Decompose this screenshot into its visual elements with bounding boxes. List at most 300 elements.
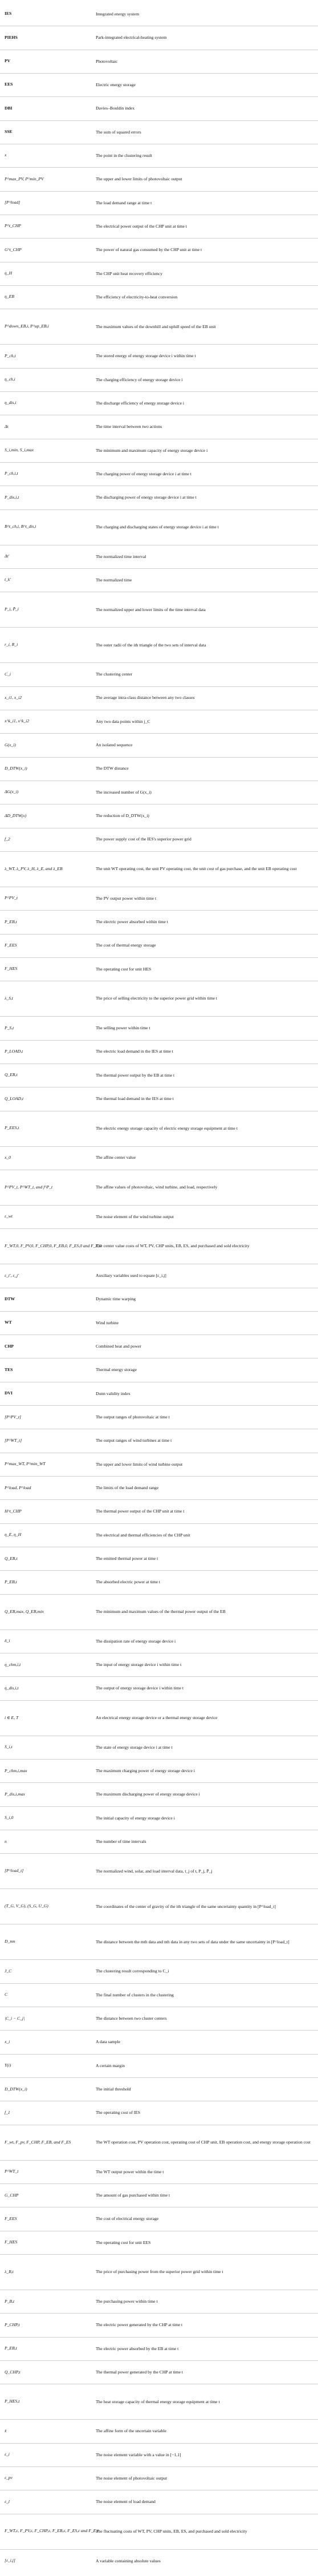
nomenclature-symbol: DVI [5, 1390, 13, 1396]
nomenclature-symbol: TES [5, 1366, 13, 1372]
nomenclature-definition: The price of purchasing power from the superior power grid within time t [96, 2269, 223, 2275]
nomenclature-definition: The limits of the load demand range [96, 1485, 159, 1491]
nomenclature-definition: The thermal power output of the CHP unit at time t [96, 1509, 185, 1514]
nomenclature-row [0, 2160, 318, 2183]
nomenclature-definition: The charging and discharging states of energy storage device i at time t [96, 524, 219, 529]
nomenclature-definition: The noise element variable with a value in [−1,1] [96, 2452, 181, 2457]
nomenclature-definition: The output ranges of photovoltaic at time t [96, 1414, 170, 1420]
nomenclature-definition: An electrical energy storage device or a thermal energy storage device [96, 1715, 218, 1721]
nomenclature-symbol: PV [5, 58, 11, 64]
nomenclature-definition: Wind turbine [96, 1320, 119, 1325]
nomenclature-row [0, 981, 318, 1016]
nomenclature-row [0, 1629, 318, 1653]
nomenclature-definition: The PV output power within time t [96, 895, 157, 901]
nomenclature-row [0, 1205, 318, 1228]
nomenclature-definition: Thermal energy storage [96, 1367, 137, 1373]
nomenclature-symbol: F_EES [5, 943, 17, 948]
nomenclature-row [0, 1759, 318, 1782]
nomenclature-symbol: P_ch,i,t [5, 471, 18, 476]
nomenclature-definition: Electric energy storage [96, 82, 136, 87]
nomenclature-symbol: x_i [5, 2039, 10, 2044]
nomenclature-definition: The point in the clustering result [96, 152, 152, 158]
nomenclature-symbol: C [5, 1992, 8, 1997]
nomenclature-definition: The maximum discharging power of energy storage device i [96, 1792, 200, 1797]
nomenclature-definition: A certain margin [96, 2063, 125, 2068]
nomenclature-row [0, 73, 318, 96]
nomenclature-symbol: P^max_WT, P^min_WT [5, 1461, 46, 1467]
nomenclature-row [0, 26, 318, 49]
nomenclature-row [0, 2419, 318, 2442]
nomenclature-symbol: P^WT_t [5, 2169, 19, 2174]
nomenclature-row [0, 934, 318, 957]
nomenclature-symbol: P_B,t [5, 2298, 15, 2304]
nomenclature-row [0, 1040, 318, 1063]
nomenclature-definition: The upper and lower limits of wind turbine output [96, 1461, 183, 1467]
nomenclature-symbol: P_LOAD,t [5, 1049, 23, 1054]
nomenclature-row [0, 2384, 318, 2419]
nomenclature-row [0, 1983, 318, 2007]
nomenclature-symbol: η_dis,i,t [5, 1685, 19, 1691]
nomenclature-definition: The upper and lower limits of photovoltaic output [96, 176, 182, 182]
nomenclature-definition: The efficiency of electricity-to-heat conversion [96, 294, 178, 300]
nomenclature-row [0, 1676, 318, 1700]
nomenclature-symbol: x_0 [5, 1155, 11, 1160]
nomenclature-row [0, 2231, 318, 2254]
nomenclature-symbol: t_k' [5, 577, 11, 583]
nomenclature-row [0, 144, 318, 167]
nomenclature-row [0, 1288, 318, 1311]
nomenclature-definition: The clustering result corresponding to C_i [96, 1968, 169, 1974]
nomenclature-row [0, 2054, 318, 2077]
nomenclature-definition: The thermal load demand in the IES at time t [96, 1096, 174, 1102]
nomenclature-row [0, 2030, 318, 2053]
nomenclature-row [0, 1016, 318, 1040]
nomenclature-row [0, 828, 318, 851]
nomenclature-definition: The dissipation rate of energy storage device i [96, 1638, 176, 1644]
nomenclature-row [0, 1405, 318, 1429]
nomenclature-symbol: P_CHP,t [5, 2322, 20, 2327]
nomenclature-row [0, 2207, 318, 2230]
nomenclature-symbol: x̂ [5, 2428, 7, 2433]
nomenclature-definition: Park-integrated electrical-heating system [96, 35, 167, 41]
nomenclature-row [0, 96, 318, 120]
nomenclature-definition: The CHP unit heat recovery efficiency [96, 270, 163, 276]
nomenclature-row [0, 462, 318, 486]
nomenclature-symbol: [P^load_t] [5, 1868, 24, 1874]
nomenclature-row [0, 1476, 318, 1499]
nomenclature-symbol: Q_EB,t [5, 1555, 18, 1561]
nomenclature-definition: The power of natural gas consumed by the CHP unit at time t [96, 247, 202, 253]
nomenclature-definition: The sum of squared errors [96, 129, 141, 135]
nomenclature-definition: The maximum values of the downhill and uphill speed of the EB unit [96, 323, 216, 329]
nomenclature-symbol: H^t_CHP [5, 1508, 22, 1514]
nomenclature-definition: The operating cost for unit HES [96, 966, 152, 972]
nomenclature-row [0, 957, 318, 981]
nomenclature-row [0, 757, 318, 781]
nomenclature-row [0, 1924, 318, 1959]
nomenclature-definition: An isolated sequence [96, 742, 133, 748]
nomenclature-definition: The initial threshold [96, 2086, 131, 2092]
nomenclature-row [0, 1146, 318, 1170]
nomenclature-row [0, 1570, 318, 1594]
nomenclature-symbol: DTW [5, 1296, 15, 1301]
nomenclature-symbol: F_WT,ε, F_PV,ε, F_CHP,ε, F_EB,ε, F_ES,ε and F_E,ε [5, 2528, 99, 2534]
nomenclature-row [0, 545, 318, 568]
nomenclature-symbol: f_1 [5, 2109, 10, 2115]
nomenclature-symbol: |C_i − C_j| [5, 2015, 25, 2021]
nomenclature-symbol: F_wt, F_pv, F_CHP, F_EB, and F_ES [5, 2139, 71, 2145]
nomenclature-symbol: ε_l [5, 2498, 10, 2504]
nomenclature-symbol: ε_i', ε_j' [5, 1272, 19, 1278]
nomenclature-definition: The amount of gas purchased within time t [96, 2192, 170, 2198]
nomenclature-definition: The normalized wind, solar, and load interval data, t_j of t, P_j, P̄_j [96, 1868, 213, 1874]
nomenclature-definition: The purchasing power within time t [96, 2298, 158, 2304]
nomenclature-row [0, 1087, 318, 1110]
nomenclature-definition: The number of time intervals [96, 1839, 146, 1844]
nomenclature-row [0, 1358, 318, 1381]
nomenclature-row [0, 1853, 318, 1888]
nomenclature-definition: The discharge efficiency of energy storage device i [96, 400, 184, 406]
nomenclature-symbol: S_i,0 [5, 1815, 14, 1821]
nomenclature-symbol: D_mn [5, 1939, 15, 1944]
nomenclature-symbol: SSE [5, 129, 13, 135]
nomenclature-definition: The operating cost for unit EES [96, 2239, 151, 2245]
nomenclature-definition: The electrical power output of the CHP unit at time t [96, 223, 187, 229]
nomenclature-symbol: x_i1, x_i2 [5, 695, 22, 701]
nomenclature-symbol: F_HES [5, 966, 18, 972]
nomenclature-definition: The electrical and thermal efficiencies of the CHP unit [96, 1532, 190, 1538]
nomenclature-definition: Dynamic time warping [96, 1296, 136, 1302]
nomenclature-symbol: f_2 [5, 836, 10, 842]
nomenclature-symbol: η_chm,i,t [5, 1661, 21, 1667]
nomenclature-symbol: r_i, R_i [5, 642, 18, 648]
nomenclature-definition: The output of energy storage device i within time t [96, 1685, 184, 1691]
nomenclature-row [0, 1334, 318, 1358]
nomenclature-row [0, 120, 318, 144]
nomenclature-row [0, 391, 318, 415]
nomenclature-symbol: x^k_i1, x^k_i2 [5, 718, 30, 724]
nomenclature-definition: The reduction of D_DTW(x_i) [96, 813, 149, 819]
nomenclature-row [0, 191, 318, 215]
nomenclature-symbol: F_WT,0, F_PV,0, F_CHP,0, F_EB,0, F_ES,0 and F_E,0 [5, 1243, 102, 1248]
nomenclature-definition: The clustering center [96, 672, 133, 677]
nomenclature-row [0, 439, 318, 462]
nomenclature-row [0, 2290, 318, 2313]
nomenclature-definition: The WT operation cost, PV operation cost, operating cost of CHP unit, EB operation cost, and energy storage operation cost [96, 2139, 311, 2145]
nomenclature-definition: The increased number of G(x_i) [96, 789, 152, 795]
nomenclature-definition: The noise element of photovoltaic output [96, 2475, 168, 2481]
nomenclature-definition: The electric power absorbed within time t [96, 919, 168, 925]
nomenclature-definition: The fluctuating costs of WT, PV, CHP units, EB, ES, and purchased and sold electricity [96, 2528, 247, 2534]
nomenclature-definition: The emitted thermal power at time t [96, 1556, 158, 1562]
nomenclature-row [0, 2183, 318, 2207]
nomenclature-symbol: EES [5, 82, 13, 87]
nomenclature-symbol: P_dis,i,t [5, 494, 19, 500]
nomenclature-row [0, 1170, 318, 1205]
nomenclature-symbol: λ_B,t [5, 2268, 14, 2274]
nomenclature-symbol: Δt [5, 423, 9, 429]
nomenclature-row [0, 1111, 318, 1146]
nomenclature-definition: A data sample [96, 2039, 121, 2045]
nomenclature-definition: The minimum and maximum capacity of energy storage device i [96, 447, 208, 453]
nomenclature-row [0, 2, 318, 26]
nomenclature-definition: The load demand range at time t [96, 200, 152, 205]
nomenclature-definition: The maximum charging power of energy storage device i [96, 1768, 195, 1774]
nomenclature-definition: The price of selling electricity to the superior power grid within time t [96, 996, 217, 1001]
nomenclature-row [0, 2337, 318, 2360]
nomenclature-definition: The selling power within time t [96, 1025, 150, 1031]
nomenclature-row [0, 1228, 318, 1264]
nomenclature-symbol: F_HES [5, 2239, 18, 2245]
nomenclature-definition: The outer radii of the ith triangle of the two sets of interval data [96, 642, 206, 648]
nomenclature-row [0, 1653, 318, 1676]
nomenclature-definition: The thermal power output by the EB at time t [96, 1072, 175, 1078]
nomenclature-row [0, 285, 318, 309]
nomenclature-definition: The distance between two cluster centers [96, 2015, 167, 2021]
nomenclature-definition: The charging efficiency of energy storage device i [96, 377, 183, 382]
nomenclature-row [0, 1523, 318, 1547]
nomenclature-symbol: WT [5, 1320, 12, 1325]
nomenclature-row [0, 710, 318, 733]
nomenclature-definition: The coordinates of the center of gravity of the ith triangle of the same uncertainty quantity in [P^load_t] [96, 1903, 276, 1909]
nomenclature-symbol: S_i,t [5, 1744, 13, 1750]
nomenclature-row [0, 2549, 318, 2573]
nomenclature-row [0, 686, 318, 710]
nomenclature-symbol: P_dis,i,max [5, 1791, 25, 1797]
nomenclature-definition: The charging power of energy storage device i at time t [96, 471, 191, 476]
nomenclature-symbol: P^down_EB,i, P^up_EB,i [5, 323, 49, 329]
nomenclature-row [0, 1782, 318, 1806]
nomenclature-symbol: ε_pv [5, 2475, 13, 2481]
nomenclature-row [0, 2443, 318, 2466]
nomenclature-definition: The electric energy storage capacity of electric energy storage equipment at time t [96, 1125, 238, 1131]
nomenclature-row [0, 2254, 318, 2290]
nomenclature-definition: Davies–Bouldin index [96, 106, 135, 111]
nomenclature-symbol: (T_G, V_G), (S_G, U_G) [5, 1903, 48, 1909]
nomenclature-definition: The thermal power generated by the CHP at time t [96, 2369, 184, 2375]
nomenclature-definition: Auxiliary variables used to equate [ε_i,j] [96, 1273, 166, 1279]
nomenclature-symbol: P^PV_t [5, 895, 18, 901]
nomenclature-row [0, 733, 318, 757]
nomenclature-symbol: η_H [5, 270, 13, 276]
nomenclature-definition: The operating cost of IES [96, 2110, 141, 2116]
nomenclature-row [0, 415, 318, 438]
nomenclature-row [0, 1700, 318, 1736]
nomenclature-definition: The average intra-class distance between any two classes [96, 695, 195, 701]
nomenclature-row [0, 1959, 318, 1983]
nomenclature-definition: The time interval between two actions [96, 424, 162, 430]
nomenclature-symbol: Δt' [5, 553, 10, 559]
nomenclature-row [0, 1429, 318, 1452]
nomenclature-row [0, 486, 318, 509]
nomenclature-definition: The WT output power within the time t [96, 2169, 164, 2174]
nomenclature-row [0, 1264, 318, 1287]
nomenclature-row [0, 50, 318, 73]
nomenclature-row [0, 568, 318, 592]
nomenclature-symbol: n [5, 1838, 7, 1844]
nomenclature-symbol: P^t_CHP [5, 223, 21, 229]
nomenclature-symbol: J_C [5, 1968, 12, 1974]
nomenclature-definition: The electric power generated by the CHP at time t [96, 2322, 183, 2328]
nomenclature-symbol: P^PV_t, P^WT_t, and f^P_t [5, 1184, 53, 1190]
nomenclature-symbol: η_E, η_H [5, 1532, 22, 1538]
nomenclature-definition: The input of energy storage device i within time t [96, 1662, 182, 1668]
nomenclature-symbol: P_EB,t [5, 2346, 17, 2351]
nomenclature-symbol: ΔD_DTW(x) [5, 812, 27, 818]
nomenclature-row [0, 2101, 318, 2124]
nomenclature-definition: Any two data points within j_C [96, 718, 150, 724]
nomenclature-row [0, 2490, 318, 2513]
nomenclature-definition: The noise element of the wind turbine output [96, 1214, 174, 1219]
nomenclature-definition: Integrated energy system [96, 11, 140, 17]
nomenclature-symbol: Q_LOAD,t [5, 1095, 24, 1101]
nomenclature-symbol: λ_S,t [5, 996, 13, 1001]
nomenclature-definition: The discharging power of energy storage device i at time t [96, 495, 197, 500]
nomenclature-symbol: [P^PV_t] [5, 1414, 21, 1420]
nomenclature-symbol: η_dis,i [5, 400, 17, 406]
nomenclature-row [0, 1499, 318, 1523]
nomenclature-row [0, 1806, 318, 1830]
nomenclature-symbol: P_ch,t [5, 353, 16, 358]
nomenclature-row [0, 215, 318, 238]
nomenclature-definition: The initial capacity of energy storage device i [96, 1815, 175, 1821]
nomenclature-symbol: [ε_i,j] [5, 2558, 15, 2563]
nomenclature-symbol: P_EB,t [5, 1579, 17, 1584]
nomenclature-symbol: PIEHS [5, 34, 18, 40]
nomenclature-symbol: Q_CHP,t [5, 2369, 21, 2375]
nomenclature-symbol: G^t_CHP [5, 246, 22, 252]
nomenclature-definition: Dunn validity index [96, 1390, 131, 1396]
nomenclature-definition: The normalized time interval [96, 553, 146, 559]
nomenclature-definition: The affine values of photovoltaic, wind turbine, and load, respectively [96, 1184, 218, 1190]
nomenclature-definition: Photovoltaic [96, 58, 118, 64]
nomenclature-definition: Combined heat and power [96, 1344, 141, 1349]
nomenclature-row [0, 1311, 318, 1334]
nomenclature-definition: The center value costs of WT, PV, CHP units, EB, ES, and purchased and sold electricity [96, 1243, 250, 1249]
nomenclature-symbol: [P^WT_t] [5, 1437, 22, 1443]
nomenclature-row [0, 1594, 318, 1629]
nomenclature-row [0, 344, 318, 367]
nomenclature-row [0, 2007, 318, 2030]
nomenclature-definition: The cost of thermal energy storage [96, 943, 156, 948]
nomenclature-definition: The minimum and maximum values of the thermal power output of the EB [96, 1609, 226, 1615]
nomenclature-row [0, 1063, 318, 1087]
nomenclature-symbol: P^load, P^load [5, 1485, 31, 1490]
nomenclature-definition: The normalized upper and lower limits of the time interval data [96, 606, 206, 612]
nomenclature-row [0, 368, 318, 391]
nomenclature-symbol: [P^load] [5, 200, 21, 205]
nomenclature-symbol: ε_i [5, 2452, 10, 2457]
nomenclature-definition: The power supply cost of the IES's superior power grid [96, 836, 191, 842]
nomenclature-row [0, 910, 318, 933]
nomenclature-definition: The electric power absorbed by the EB at time t [96, 2346, 179, 2351]
nomenclature-definition: The final number of clusters in the clustering [96, 1992, 174, 1997]
nomenclature-symbol: P_i, P̄_i [5, 606, 19, 612]
nomenclature-symbol: D_DTW(x_i) [5, 2086, 27, 2092]
nomenclature-row [0, 781, 318, 804]
nomenclature-symbol: F_EES [5, 2215, 17, 2221]
nomenclature-definition: The affine form of the uncertain variable [96, 2428, 166, 2434]
nomenclature-symbol: G(x_i) [5, 742, 16, 747]
nomenclature-definition: The absorbed electric power at time t [96, 1579, 161, 1585]
nomenclature-symbol: IES [5, 11, 12, 17]
nomenclature-row [0, 2077, 318, 2101]
nomenclature-definition: The DTW distance [96, 766, 129, 771]
nomenclature-definition: The stored energy of energy storage device i within time t [96, 353, 196, 359]
nomenclature-row [0, 1382, 318, 1405]
nomenclature-definition: The unit WT operating cost, the unit PV operating cost, the unit cost of gas purchase, and the unit EB operating cost [96, 866, 297, 872]
nomenclature-symbol: P_HES,t [5, 2399, 20, 2404]
nomenclature-definition: The affine center value [96, 1155, 136, 1160]
nomenclature-symbol: Q_EB,t [5, 1072, 18, 1078]
nomenclature-symbol: i ∈ E, T [5, 1714, 19, 1720]
nomenclature-row [0, 2125, 318, 2160]
nomenclature-symbol: C_i [5, 671, 11, 677]
nomenclature-row [0, 2360, 318, 2384]
nomenclature-symbol: G_CHP [5, 2192, 19, 2198]
nomenclature-symbol: η_EB [5, 294, 14, 300]
nomenclature-definition: The output ranges of wind turbines at time t [96, 1438, 172, 1443]
nomenclature-symbol: P_chm,i,max [5, 1768, 27, 1773]
nomenclature-row [0, 309, 318, 344]
nomenclature-symbol: B^t_ch,i, B^t_dis,i [5, 524, 36, 529]
nomenclature-row [0, 2466, 318, 2490]
nomenclature-definition: The noise element of load demand [96, 2499, 156, 2505]
nomenclature-definition: A variable containing absolute values [96, 2558, 161, 2563]
nomenclature-row [0, 1830, 318, 1853]
nomenclature-row [0, 804, 318, 827]
nomenclature-definition: The cost of electrical energy storage [96, 2216, 159, 2222]
nomenclature-row [0, 1736, 318, 1759]
nomenclature-symbol: ε_wt [5, 1214, 13, 1219]
nomenclature-row [0, 662, 318, 686]
nomenclature-row [0, 238, 318, 261]
nomenclature-symbol: P_EB,t [5, 919, 17, 924]
nomenclature-row [0, 627, 318, 662]
nomenclature-row [0, 2313, 318, 2336]
nomenclature-row [0, 851, 318, 887]
nomenclature-symbol: Q_EB,max, Q_EB,min [5, 1608, 44, 1614]
nomenclature-row [0, 167, 318, 191]
nomenclature-symbol: P^max_PV, P^min_PV [5, 176, 44, 181]
nomenclature-definition: The state of energy storage device i at time t [96, 1744, 173, 1750]
nomenclature-definition: The normalized time [96, 577, 132, 583]
nomenclature-row [0, 2514, 318, 2549]
nomenclature-row [0, 592, 318, 627]
nomenclature-symbol: δ_i [5, 1638, 10, 1644]
nomenclature-symbol: λ_WT, λ_PV, λ_H, λ_E, and λ_EB [5, 866, 63, 871]
nomenclature-symbol: Y(i) [5, 2063, 11, 2068]
nomenclature-symbol: ΔG(x_i) [5, 789, 19, 795]
nomenclature-row [0, 887, 318, 910]
nomenclature-row [0, 1888, 318, 1924]
nomenclature-definition: The heat storage capacity of thermal energy storage equipment at time t [96, 2399, 220, 2404]
nomenclature-row [0, 262, 318, 285]
nomenclature-definition: The distance between the mth data and nth data in any two sets of data under the same uncertainty in [P^load_t] [96, 1939, 290, 1944]
nomenclature-symbol: η_ch,i [5, 377, 15, 382]
nomenclature-symbol: S_i,min, S_i,max [5, 447, 34, 453]
nomenclature-symbol: P_S,t [5, 1025, 14, 1030]
nomenclature-symbol: CHP [5, 1343, 14, 1349]
nomenclature-symbol: D_DTW(x_i) [5, 766, 27, 771]
nomenclature-row [0, 509, 318, 545]
nomenclature-row [0, 1453, 318, 1476]
nomenclature-symbol: DBI [5, 105, 13, 111]
nomenclature-row [0, 1547, 318, 1570]
nomenclature-symbol: P_EES,t [5, 1125, 19, 1131]
nomenclature-definition: The electric load demand in the IES at time t [96, 1049, 174, 1054]
nomenclature-symbol: x [5, 152, 7, 158]
